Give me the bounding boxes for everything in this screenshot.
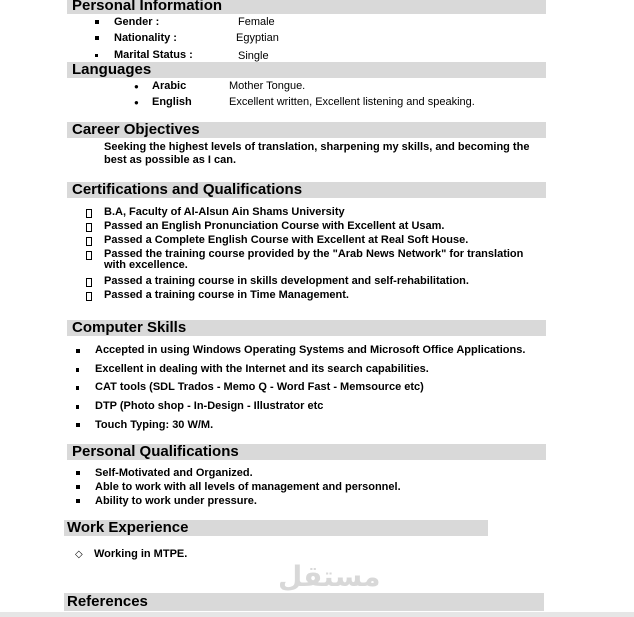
bullet-icon	[76, 405, 79, 409]
computer-skill-item: CAT tools (SDL Trados - Memo Q - Word Fast - Memsource etc)	[95, 381, 424, 393]
bullet-icon	[76, 423, 80, 427]
watermark-logo: مستقل	[278, 561, 381, 592]
checkbox-bullet-icon	[86, 223, 92, 232]
gender-value: Female	[238, 16, 275, 28]
checkbox-bullet-icon	[86, 209, 92, 218]
personal-qualifications-header	[67, 444, 546, 460]
certification-item: Passed a training course in skills development and self-rehabilitation.	[104, 275, 469, 287]
computer-skill-item: DTP (Photo shop - In-Design - Illustrator etc	[95, 400, 324, 412]
checkbox-bullet-icon	[86, 251, 92, 260]
checkbox-bullet-icon	[86, 278, 92, 287]
personal-info-header	[67, 0, 546, 14]
computer-skill-item: Touch Typing: 30 W/M.	[95, 419, 214, 431]
qualification-item: Able to work with all levels of management and personnel.	[95, 481, 401, 493]
computer-skills-header	[67, 320, 546, 336]
bullet-icon: ●	[134, 82, 139, 91]
checkbox-bullet-icon	[86, 292, 92, 301]
certification-item: with excellence.	[104, 259, 188, 271]
career-objective-text: Seeking the highest levels of translation, sharpening my skills, and becoming the	[104, 141, 530, 153]
computer-skill-item: Excellent in dealing with the Internet and its search capabilities.	[95, 363, 429, 375]
certification-item: Passed an English Pronunciation Course with Excellent at Usam.	[104, 220, 445, 232]
bullet-icon	[76, 485, 80, 489]
bullet-icon	[76, 349, 80, 353]
career-objectives-header	[67, 122, 546, 138]
certification-item: Passed a training course in Time Management.	[104, 289, 349, 301]
certifications-header	[67, 182, 546, 198]
marital-status-label: Marital Status :	[114, 49, 193, 61]
bullet-icon	[76, 499, 80, 503]
certification-item: Passed a Complete English Course with Excellent at Real Soft House.	[104, 234, 469, 246]
language-name: English	[152, 96, 192, 108]
section-title: Languages	[72, 61, 152, 78]
checkbox-bullet-icon	[86, 237, 92, 246]
bullet-icon: ●	[134, 98, 139, 107]
page-bottom-edge	[0, 612, 634, 617]
bullet-icon	[95, 20, 99, 24]
work-experience-item: Working in MTPE.	[94, 548, 188, 560]
career-objective-text: best as possible as I can.	[104, 154, 237, 166]
section-title: Certifications and Qualifications	[72, 181, 303, 198]
certification-item: B.A, Faculty of Al-Alsun Ain Shams University	[104, 206, 345, 218]
qualification-item: Self-Motivated and Organized.	[95, 467, 253, 479]
bullet-icon	[76, 386, 79, 390]
section-title: Career Objectives	[72, 121, 200, 138]
nationality-label: Nationality :	[114, 32, 177, 44]
nationality-value: Egyptian	[236, 32, 279, 44]
language-name: Arabic	[152, 80, 187, 92]
gender-label: Gender :	[114, 16, 160, 28]
work-experience-header	[64, 520, 488, 536]
bullet-icon	[76, 368, 79, 372]
bullet-icon	[95, 54, 98, 57]
computer-skill-item: Accepted in using Windows Operating Systems and Microsoft Office Applications.	[95, 344, 526, 356]
section-title: References	[67, 593, 148, 610]
bullet-icon	[76, 471, 80, 475]
section-title: Computer Skills	[72, 319, 187, 336]
language-level: Excellent written, Excellent listening and speaking.	[229, 96, 475, 108]
language-level: Mother Tongue.	[229, 80, 306, 92]
references-header	[64, 593, 544, 611]
bullet-icon	[95, 36, 99, 40]
diamond-bullet-icon: ◇	[75, 549, 83, 560]
marital-status-value: Single	[238, 50, 269, 62]
languages-header	[67, 62, 546, 78]
qualification-item: Ability to work under pressure.	[95, 495, 257, 507]
section-title: Work Experience	[67, 519, 189, 536]
section-title: Personal Information	[72, 0, 223, 14]
certification-item: Passed the training course provided by the "Arab News Network" for translation	[104, 248, 524, 260]
section-title: Personal Qualifications	[72, 443, 239, 460]
